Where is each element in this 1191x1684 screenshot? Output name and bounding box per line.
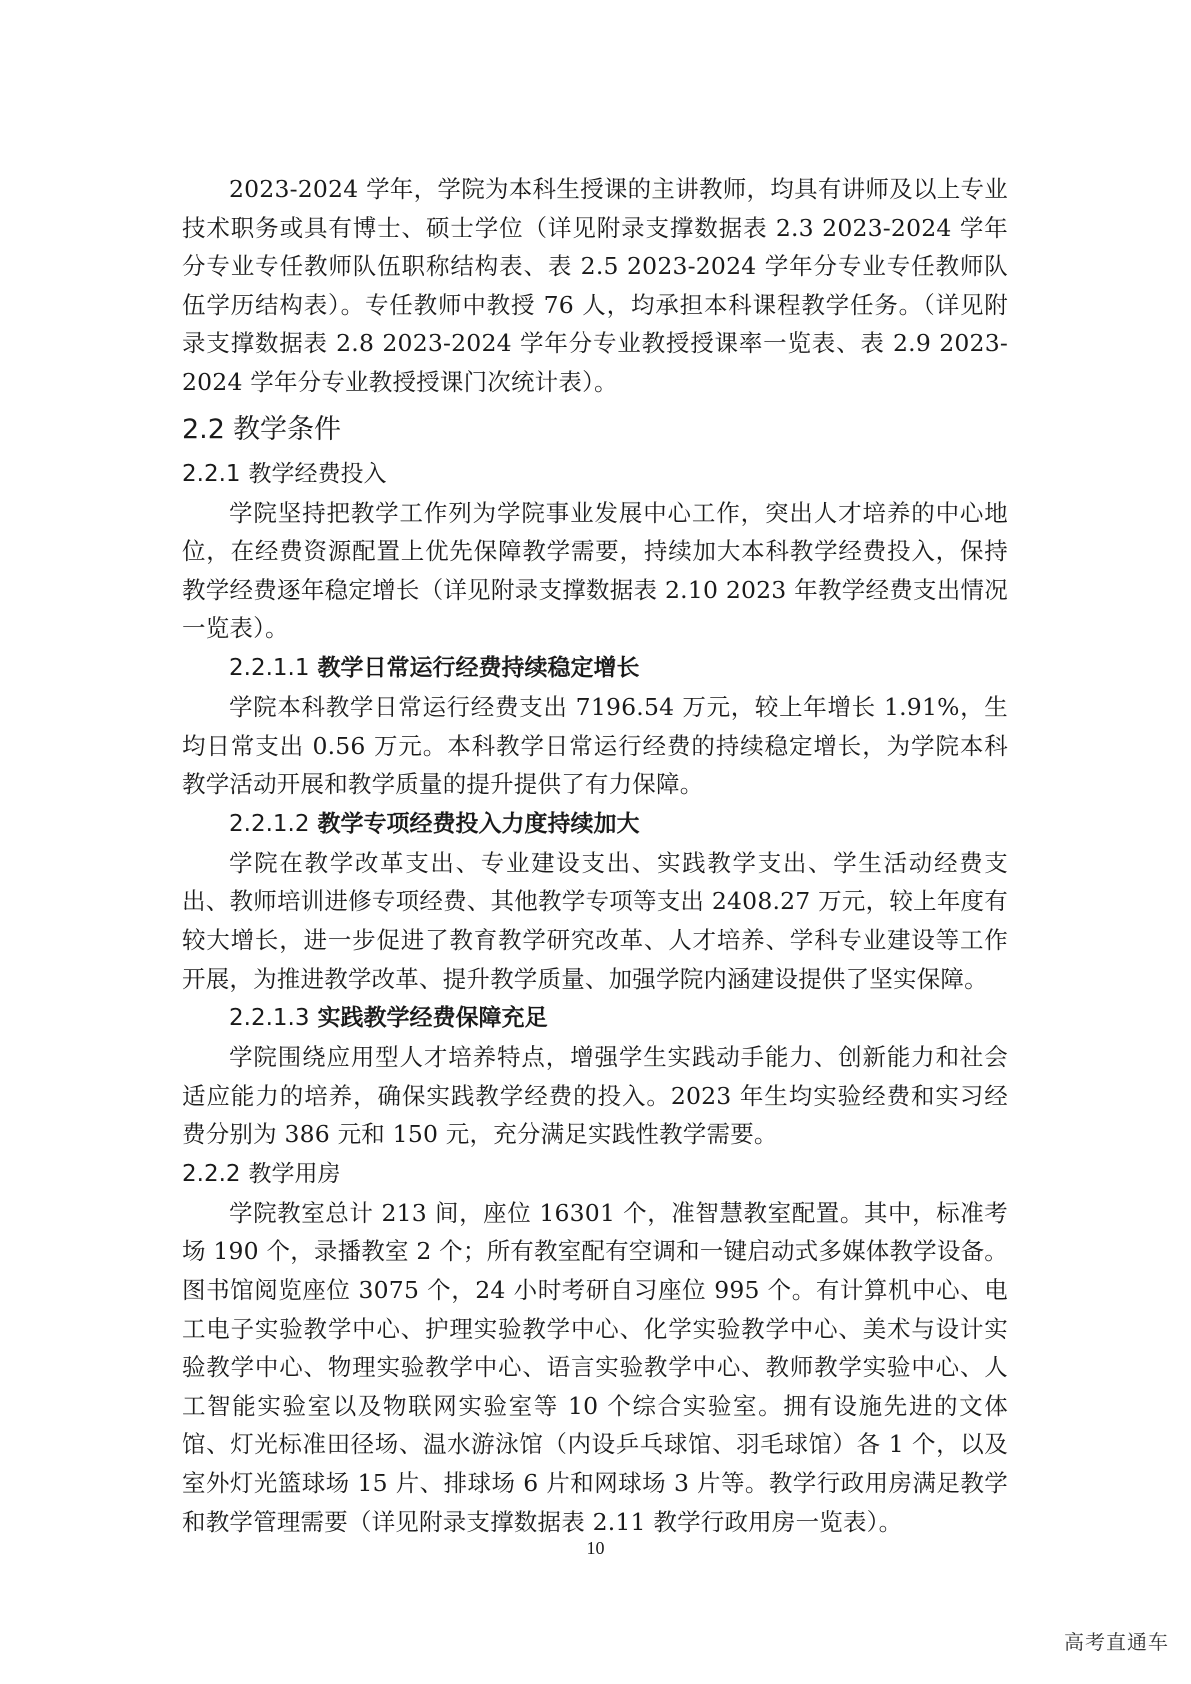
daily-operation-paragraph: 学院本科教学日常运行经费支出 7196.54 万元，较上年增长 1.91%，生均日常支出 0.56 万元。本科教学日常运行经费的持续稳定增长，为学院本科教学活动开展和教学质量的提升提供了有力保障。: [182, 692, 1008, 799]
practice-funding-paragraph: 学院围绕应用型人才培养特点，增强学生实践动手能力、创新能力和社会适应能力的培养，确保实践教学经费的投入。2023 年生均实验经费和实习经费分别为 386 元和 150 元，充分满足实践性教学需要。: [182, 1043, 1008, 1149]
item-number: 2.2.1.2: [229, 810, 310, 837]
section-title: 教学条件: [232, 413, 341, 445]
subsection-number: 2.2.2: [182, 1160, 241, 1187]
buildings-paragraph: 学院教室总计 213 间，座位 16301 个，准智慧教室配置。其中，标准考场 190 个，录播教室 2 个；所有教室配有空调和一键启动式多媒体教学设备。图书馆阅览座位 3075 个，24 小时考研自习座位 995 个。有计算机中心、电工电子实验教学中心、护理实验教学中心、化学实验教学中心、美术与设计实验教学中心、物理实验教学中心、语言实验教学中心、教师教学实验中心、人工智能实验室以及物联网实验室等 10 个综合实验室。拥有设施先进的文体馆、灯光标准田径场、温水游泳馆（内设乒乓球馆、羽毛球馆）各 1 个，以及室外灯光篮球场 15 片、排球场 6 片和网球场 3 片等。教学行政用房满足教学和教学管理需要（详见附录支撑数据表 2.11 教学行政用房一览表）。: [182, 1198, 1008, 1536]
item-heading-practice-funding: [182, 998, 1008, 1038]
subsection-number: 2.2.1: [182, 460, 241, 487]
watermark-text: 高考直通车: [1064, 1630, 1169, 1654]
section-number: 2.2: [182, 413, 225, 445]
section-heading-teaching-conditions: [182, 406, 1008, 454]
special-funding-paragraph: 学院在教学改革支出、专业建设支出、实践教学支出、学生活动经费支出、教师培训进修专项经费、其他教学专项等支出 2408.27 万元，较上年度有较大增长，进一步促进了教育教学研究改革、人才培养、学科专业建设等工作开展，为推进教学改革、提升教学质量、加强学院内涵建设提供了坚实保障。: [182, 848, 1008, 993]
item-number: 2.2.1.1: [229, 654, 310, 681]
intro-paragraph: 2023-2024 学年，学院为本科生授课的主讲教师，均具有讲师及以上专业技术职务或具有博士、硕士学位（详见附录支撑数据表 2.3 2023-2024 学年分专业专任教师队伍职称结构表、表 2.5 2023-2024 学年分专业专任教师队伍学历结构表）。专任教师中教授 76 人，均承担本科课程教学任务。（详见附录支撑数据表 2.8 2023-2024 学年分专业教授授课率一览表、表 2.9 2023-2024 学年分专业教授授课门次统计表）。: [182, 175, 1008, 396]
item-title: 教学专项经费投入力度持续加大: [317, 810, 640, 837]
item-title: 实践教学经费保障充足: [317, 1005, 548, 1032]
subsection-title: 教学经费投入: [248, 460, 387, 487]
subsection-title: 教学用房: [248, 1160, 341, 1187]
item-heading-special-funding: [182, 804, 1008, 844]
page-number: 10: [586, 1538, 605, 1558]
subsection-heading-funding: [182, 454, 1008, 494]
item-title: 教学日常运行经费持续稳定增长: [317, 654, 640, 681]
item-number: 2.2.1.3: [229, 1005, 310, 1032]
funding-paragraph: 学院坚持把教学工作列为学院事业发展中心工作，突出人才培养的中心地位，在经费资源配置上优先保障教学需要，持续加大本科教学经费投入，保持教学经费逐年稳定增长（详见附录支撑数据表 2.10 2023 年教学经费支出情况一览表）。: [182, 498, 1008, 643]
subsection-heading-buildings: [182, 1154, 1008, 1194]
item-heading-daily-operation: [182, 648, 1008, 688]
page-content: [182, 170, 1008, 1541]
